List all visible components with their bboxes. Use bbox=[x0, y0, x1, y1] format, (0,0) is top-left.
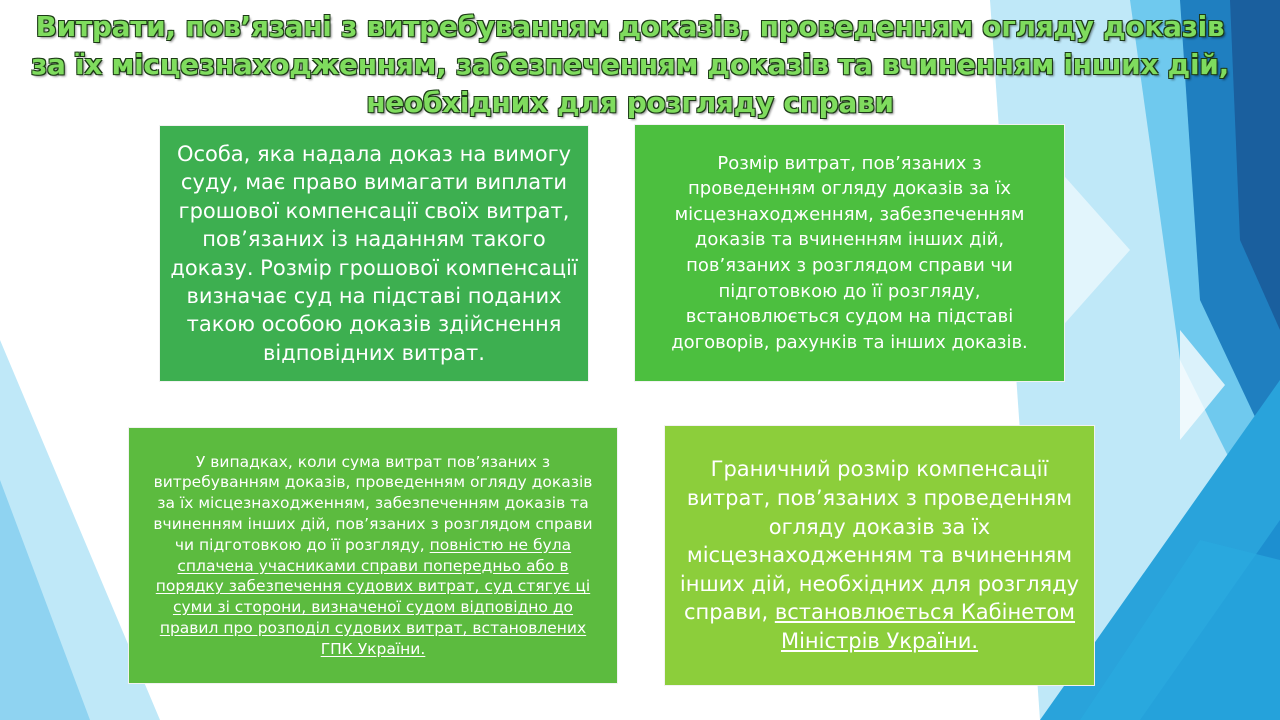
box-expenses-amount-text: Розмір витрат, пов’язаних з проведенням огляду доказів за їх місцезнаходженням, забезпеченням доказів та вчиненням інших дій, пов’язаних з розглядом справи чи підготовкою до її розгляду, встановлюється судом на підставі договорів, рахунків та інших доказів. bbox=[671, 152, 1028, 353]
box-limit-compensation-text: Граничний розмір компенсації витрат, пов’язаних з проведенням огляду доказів за їх місцезнаходженням та вчиненням інших дій, необхідних для розгляду справи, bbox=[679, 457, 1080, 625]
box-witness-compensation-text: Особа, яка надала доказ на вимогу суду, має право вимагати виплати грошової компенсації своїх витрат, пов’язаних із наданням такого доказу. Розмір грошової компенсації визначає суд на підставі поданих такою особою доказів здійснення відповідних витрат. bbox=[170, 141, 578, 365]
box-unpaid-expenses-paragraph bbox=[145, 452, 601, 660]
box-limit-compensation-paragraph bbox=[677, 455, 1082, 655]
box-witness-compensation bbox=[159, 125, 589, 382]
slide-title: Витрати, пов’язані з витребуванням доказів, проведенням огляду доказів за їх місцезнаходженням, забезпеченням доказів та вчиненням інших дій, необхідних для розгляду справи bbox=[31, 10, 1229, 119]
box-limit-compensation bbox=[664, 425, 1095, 686]
box-unpaid-expenses bbox=[128, 427, 618, 684]
box-expenses-amount bbox=[634, 124, 1065, 382]
box-limit-compensation-underlined: встановлюється Кабінетом Міністрів України. bbox=[774, 600, 1076, 653]
box-unpaid-expenses-text: У випадках, коли сума витрат пов’язаних з витребуванням доказів, проведенням огляду доказів за їх місцезнаходженням, забезпеченням доказів та вчиненням інших дій, пов’язаних з розглядом справи чи підготовкою до її розгляду, bbox=[153, 452, 593, 554]
box-unpaid-expenses-underlined: повністю не була сплачена учасниками справи попередньо або в порядку забезпечення судових витрат, суд стягує ці суми зі сторони, визначеної судом відповідно до правил про розподіл судових витрат, встановлених ГПК України. bbox=[155, 535, 591, 658]
